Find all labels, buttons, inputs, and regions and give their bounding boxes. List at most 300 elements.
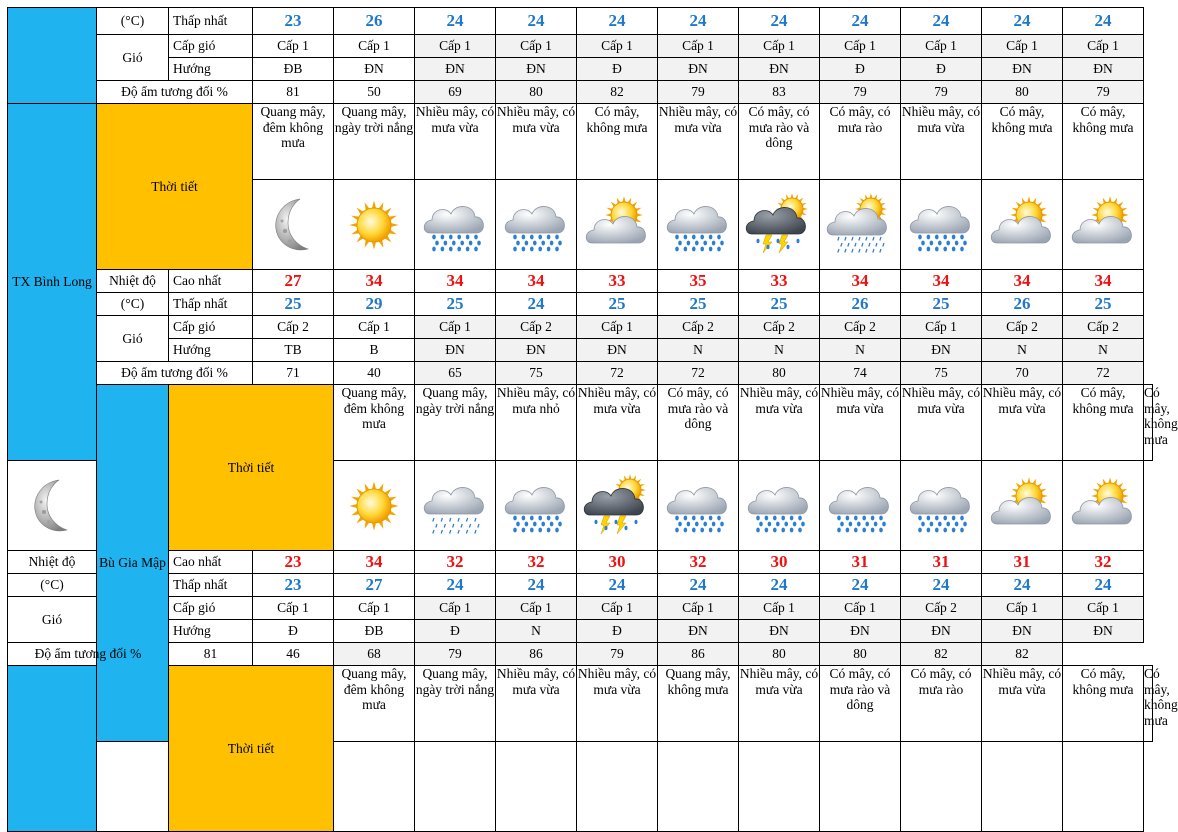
min-temp: 24 — [689, 575, 707, 595]
wind-direction: ĐN — [334, 58, 415, 81]
wind-direction-label: Hướng — [169, 58, 253, 81]
weather-description: Nhiều mây, có mưa vừa — [496, 104, 577, 180]
table-row — [8, 339, 1153, 362]
weather-icon-cell — [820, 461, 901, 551]
weather-description: Nhiều mây, có mưa vừa — [739, 666, 820, 742]
max-temp: 31 — [851, 552, 869, 572]
wind-direction: N — [658, 339, 739, 362]
humidity: 74 — [820, 362, 901, 385]
wind-direction-label: Hướng — [169, 620, 253, 643]
table-row — [8, 643, 1153, 666]
min-temp-cell — [739, 574, 820, 597]
table-row — [8, 270, 1153, 293]
humidity: 82 — [577, 81, 658, 104]
weather-description: Có mây, có mưa rào — [820, 104, 901, 180]
weather-icon-cell — [658, 461, 739, 551]
wind-direction: ĐN — [415, 58, 496, 81]
min-temp-cell — [253, 8, 334, 35]
wind-direction: Đ — [577, 58, 658, 81]
max-temp-cell — [496, 551, 577, 574]
wind-level-label: Cấp gió — [169, 597, 253, 620]
weather-icon-cell — [739, 742, 820, 832]
table-row — [8, 620, 1153, 643]
humidity: 72 — [577, 362, 658, 385]
min-temp-cell — [415, 8, 496, 35]
min-temp: 25 — [689, 294, 707, 314]
temp-label: Nhiệt độ — [97, 270, 169, 293]
weather-description: Có mây, không mưa — [1063, 385, 1144, 461]
weather-icon-cell — [97, 742, 169, 832]
weather-description: Nhiều mây, có mưa vừa — [496, 666, 577, 742]
wind-level: Cấp 1 — [415, 597, 496, 620]
weather-description: Quang mây, ngày trời nắng — [415, 666, 496, 742]
min-temp: 23 — [284, 575, 302, 595]
moon-icon — [17, 472, 87, 540]
table-row — [8, 666, 1153, 742]
wind-level: Cấp 1 — [415, 35, 496, 58]
humidity: 75 — [901, 362, 982, 385]
table-row — [8, 362, 1153, 385]
weather-icon-cell — [577, 742, 658, 832]
wind-level: Cấp 2 — [820, 316, 901, 339]
sun-cloud-icon — [987, 191, 1057, 259]
weather-icon-cell — [496, 742, 577, 832]
humidity: 86 — [496, 643, 577, 666]
weather-description: Nhiều mây, có mưa vừa — [577, 385, 658, 461]
weather-label: Thời tiết — [97, 104, 253, 270]
humidity: 80 — [739, 643, 820, 666]
wind-level: Cấp 1 — [739, 35, 820, 58]
max-temp: 32 — [1094, 552, 1112, 572]
min-temp: 24 — [932, 11, 950, 31]
wind-level: Cấp 1 — [253, 597, 334, 620]
min-temp-cell — [1063, 8, 1144, 35]
min-temp: 24 — [689, 11, 707, 31]
max-temp-label: Cao nhất — [169, 551, 253, 574]
weather-icon-cell — [334, 461, 415, 551]
weather-icon-cell — [901, 461, 982, 551]
weather-icon-cell — [820, 742, 901, 832]
wind-direction: ĐN — [415, 339, 496, 362]
weather-icon-cell — [901, 742, 982, 832]
sun-cloud-icon — [1068, 472, 1138, 540]
humidity: 79 — [577, 643, 658, 666]
wind-level: Cấp 1 — [901, 316, 982, 339]
wind-level: Cấp 1 — [577, 35, 658, 58]
weather-icon-cell — [820, 180, 901, 270]
max-temp: 34 — [1094, 271, 1112, 291]
weather-description: Quang mây, không mưa — [658, 666, 739, 742]
table-row — [8, 104, 1153, 180]
wind-level-label: Cấp gió — [169, 35, 253, 58]
weather-description: Có mây, có mưa rào — [901, 666, 982, 742]
humidity: 80 — [496, 81, 577, 104]
min-temp: 26 — [365, 11, 383, 31]
wind-direction: ĐN — [820, 620, 901, 643]
humidity: 46 — [253, 643, 334, 666]
sun-icon — [339, 191, 409, 259]
humidity: 68 — [334, 643, 415, 666]
table-row — [8, 81, 1153, 104]
wind-level: Cấp 1 — [982, 597, 1063, 620]
max-temp: 32 — [527, 552, 545, 572]
table-row — [8, 35, 1153, 58]
station-name: TX Bình Long — [8, 104, 97, 461]
weather-description: Có mây, không mưa — [1063, 666, 1144, 742]
weather-description: Nhiều mây, có mưa vừa — [901, 385, 982, 461]
wind-level: Cấp 1 — [496, 597, 577, 620]
humidity: 79 — [658, 81, 739, 104]
max-temp: 34 — [365, 552, 383, 572]
min-temp-cell — [820, 293, 901, 316]
min-temp-label: Thấp nhất — [169, 8, 253, 35]
humidity: 80 — [739, 362, 820, 385]
max-temp: 32 — [446, 552, 464, 572]
min-temp-cell — [496, 8, 577, 35]
weather-icon-cell — [334, 742, 415, 832]
min-temp: 26 — [851, 294, 869, 314]
station-name: Bù Gia Mập — [97, 385, 169, 742]
wind-level: Cấp 2 — [1063, 316, 1144, 339]
temp-label: Nhiệt độ — [8, 551, 97, 574]
table-row — [8, 551, 1153, 574]
weather-icon-cell — [496, 461, 577, 551]
weather-description: Có mây, có mưa rào và dông — [739, 104, 820, 180]
max-temp-cell — [982, 551, 1063, 574]
max-temp: 31 — [932, 552, 950, 572]
wind-direction: Đ — [577, 620, 658, 643]
sun-cloud-icon — [582, 191, 652, 259]
wind-level: Cấp 1 — [496, 35, 577, 58]
rain-cloud-icon — [501, 191, 571, 259]
wind-label: Gió — [8, 597, 97, 643]
wind-direction: Đ — [820, 58, 901, 81]
wind-level: Cấp 1 — [577, 316, 658, 339]
moon-icon — [258, 191, 328, 259]
humidity: 79 — [415, 643, 496, 666]
table-row — [8, 385, 1153, 461]
min-temp-cell — [334, 293, 415, 316]
wind-direction: ĐN — [496, 339, 577, 362]
wind-level: Cấp 2 — [253, 316, 334, 339]
min-temp-cell — [334, 8, 415, 35]
humidity: 81 — [253, 81, 334, 104]
min-temp-cell — [496, 574, 577, 597]
min-temp: 25 — [284, 294, 302, 314]
max-temp-cell — [901, 270, 982, 293]
humidity: 82 — [982, 643, 1063, 666]
min-temp: 24 — [770, 575, 788, 595]
weather-icon-cell — [658, 742, 739, 832]
max-temp: 30 — [770, 552, 788, 572]
min-temp-cell — [982, 574, 1063, 597]
weather-description: Nhiều mây, có mưa vừa — [982, 666, 1063, 742]
wind-level: Cấp 1 — [820, 597, 901, 620]
humidity: 72 — [1063, 362, 1144, 385]
max-temp-cell — [658, 551, 739, 574]
humidity: 86 — [658, 643, 739, 666]
wind-label: Gió — [97, 35, 169, 81]
wind-direction: Đ — [253, 620, 334, 643]
weather-icon-cell — [658, 180, 739, 270]
weather-icon-cell — [982, 461, 1063, 551]
humidity: 79 — [820, 81, 901, 104]
temp-unit-label: (°C) — [97, 8, 169, 35]
min-temp: 24 — [446, 575, 464, 595]
weather-description: Quang mây, ngày trời nắng — [334, 104, 415, 180]
weather-description: Nhiều mây, có mưa nhỏ — [496, 385, 577, 461]
min-temp-cell — [253, 293, 334, 316]
humidity: 79 — [901, 81, 982, 104]
weather-icon-cell — [739, 180, 820, 270]
min-temp: 29 — [365, 294, 383, 314]
weather-description: Nhiều mây, có mưa vừa — [658, 104, 739, 180]
min-temp: 24 — [527, 575, 545, 595]
wind-level: Cấp 1 — [658, 35, 739, 58]
max-temp: 33 — [608, 271, 626, 291]
max-temp-cell — [1063, 270, 1144, 293]
humidity: 81 — [169, 643, 253, 666]
max-temp-cell — [577, 270, 658, 293]
humidity: 69 — [415, 81, 496, 104]
sun-icon — [339, 472, 409, 540]
min-temp: 24 — [932, 575, 950, 595]
min-temp-cell — [820, 8, 901, 35]
sun-rain-cloud-icon — [825, 191, 895, 259]
min-temp-cell — [901, 574, 982, 597]
min-temp-cell — [901, 8, 982, 35]
weather-description: Nhiều mây, có mưa vừa — [982, 385, 1063, 461]
min-temp-cell — [658, 293, 739, 316]
max-temp: 34 — [932, 271, 950, 291]
min-temp-cell — [577, 293, 658, 316]
wind-level: Cấp 1 — [901, 35, 982, 58]
table-row — [8, 293, 1153, 316]
humidity: 80 — [982, 81, 1063, 104]
min-temp: 26 — [1013, 294, 1031, 314]
weather-description: Quang mây, đêm không mưa — [253, 104, 334, 180]
rain-cloud-icon — [663, 472, 733, 540]
wind-direction: N — [1063, 339, 1144, 362]
max-temp-cell — [820, 270, 901, 293]
wind-level: Cấp 2 — [982, 316, 1063, 339]
min-temp-cell — [577, 8, 658, 35]
wind-direction: ĐN — [658, 58, 739, 81]
weather-description: Có mây, có mưa rào và dông — [820, 666, 901, 742]
max-temp-cell — [982, 270, 1063, 293]
weather-icon-cell — [415, 742, 496, 832]
weather-icon-cell — [1063, 180, 1144, 270]
humidity: 80 — [820, 643, 901, 666]
max-temp-cell — [820, 551, 901, 574]
weather-label: Thời tiết — [169, 666, 334, 832]
min-temp-cell — [1063, 293, 1144, 316]
wind-level: Cấp 1 — [334, 316, 415, 339]
weather-description: Quang mây, đêm không mưa — [334, 666, 415, 742]
wind-direction: ĐN — [739, 620, 820, 643]
wind-direction: ĐN — [658, 620, 739, 643]
weather-description: Có mây, không mưa — [1144, 666, 1153, 742]
wind-level: Cấp 1 — [820, 35, 901, 58]
humidity: 83 — [739, 81, 820, 104]
weather-icon-cell — [1063, 742, 1144, 832]
station-cell-top — [8, 8, 97, 104]
sun-cloud-icon — [1068, 191, 1138, 259]
min-temp-cell — [1063, 574, 1144, 597]
wind-direction: ĐN — [496, 58, 577, 81]
wind-direction: TB — [253, 339, 334, 362]
table-row — [8, 316, 1153, 339]
humidity: 82 — [901, 643, 982, 666]
min-temp-cell — [739, 293, 820, 316]
weather-description: Có mây, không mưa — [982, 104, 1063, 180]
min-temp: 25 — [608, 294, 626, 314]
weather-icon-cell — [253, 180, 334, 270]
wind-level: Cấp 1 — [415, 316, 496, 339]
weather-description: Có mây, có mưa rào và dông — [658, 385, 739, 461]
station-cell-bottom — [8, 666, 97, 832]
rain-cloud-icon — [501, 472, 571, 540]
thunderstorm-icon — [582, 472, 652, 540]
wind-direction: B — [334, 339, 415, 362]
rain-cloud-icon — [906, 191, 976, 259]
min-temp-label: Thấp nhất — [169, 574, 253, 597]
min-temp: 25 — [1094, 294, 1112, 314]
min-temp-cell — [901, 293, 982, 316]
min-temp: 24 — [1013, 11, 1031, 31]
max-temp: 27 — [284, 271, 302, 291]
max-temp: 34 — [527, 271, 545, 291]
wind-direction: ĐN — [1063, 620, 1144, 643]
weather-icon-cell — [739, 461, 820, 551]
min-temp: 24 — [527, 294, 545, 314]
wind-level: Cấp 1 — [1063, 597, 1144, 620]
min-temp: 24 — [851, 575, 869, 595]
thunderstorm-icon — [744, 191, 814, 259]
max-temp-cell — [739, 270, 820, 293]
weather-description: Nhiều mây, có mưa vừa — [415, 104, 496, 180]
min-temp-label: Thấp nhất — [169, 293, 253, 316]
wind-direction: ĐN — [982, 58, 1063, 81]
weather-icon-cell — [334, 180, 415, 270]
weather-icon-cell — [415, 461, 496, 551]
rain-cloud-icon — [906, 472, 976, 540]
max-temp-cell — [415, 551, 496, 574]
min-temp: 25 — [770, 294, 788, 314]
humidity: 40 — [334, 362, 415, 385]
humidity-label: Độ ẩm tương đối % — [97, 362, 253, 385]
wind-level: Cấp 1 — [739, 597, 820, 620]
weather-icon-cell — [496, 180, 577, 270]
wind-direction: N — [820, 339, 901, 362]
max-temp-cell — [1063, 551, 1144, 574]
table-row — [8, 8, 1153, 35]
min-temp-cell — [739, 8, 820, 35]
min-temp: 27 — [365, 575, 383, 595]
min-temp: 24 — [851, 11, 869, 31]
max-temp: 33 — [770, 271, 788, 291]
table-row — [8, 597, 1153, 620]
weather-description: Có mây, không mưa — [1063, 104, 1144, 180]
max-temp-cell — [334, 270, 415, 293]
wind-direction: ĐN — [901, 620, 982, 643]
min-temp-cell — [982, 293, 1063, 316]
wind-direction: N — [496, 620, 577, 643]
max-temp-cell — [253, 551, 334, 574]
max-temp-cell — [415, 270, 496, 293]
wind-level: Cấp 1 — [334, 35, 415, 58]
min-temp-cell — [658, 8, 739, 35]
min-temp-cell — [415, 574, 496, 597]
max-temp: 34 — [1013, 271, 1031, 291]
weather-description: Nhiều mây, có mưa vừa — [577, 666, 658, 742]
weather-icon-cell — [901, 180, 982, 270]
weather-icon-cell — [577, 461, 658, 551]
wind-direction: ĐN — [1063, 58, 1144, 81]
temp-unit-label: (°C) — [97, 293, 169, 316]
max-temp-cell — [577, 551, 658, 574]
min-temp-cell — [982, 8, 1063, 35]
min-temp-cell — [415, 293, 496, 316]
min-temp: 24 — [1094, 11, 1112, 31]
max-temp: 32 — [689, 552, 707, 572]
wind-direction: ĐN — [739, 58, 820, 81]
wind-level: Cấp 1 — [1063, 35, 1144, 58]
humidity: 71 — [253, 362, 334, 385]
max-temp-cell — [658, 270, 739, 293]
max-temp: 34 — [446, 271, 464, 291]
wind-direction: ĐN — [982, 620, 1063, 643]
max-temp-cell — [496, 270, 577, 293]
min-temp: 24 — [527, 11, 545, 31]
max-temp: 31 — [1013, 552, 1031, 572]
max-temp: 35 — [689, 271, 707, 291]
wind-level: Cấp 1 — [334, 597, 415, 620]
humidity-label: Độ ẩm tương đối % — [97, 81, 253, 104]
min-temp-cell — [496, 293, 577, 316]
weather-icon-cell — [8, 461, 97, 551]
weather-description: Nhiều mây, có mưa vừa — [739, 385, 820, 461]
min-temp: 25 — [932, 294, 950, 314]
wind-direction: N — [739, 339, 820, 362]
wind-level: Cấp 1 — [658, 597, 739, 620]
table-row — [8, 574, 1153, 597]
max-temp-cell — [901, 551, 982, 574]
wind-level: Cấp 1 — [982, 35, 1063, 58]
min-temp: 24 — [608, 11, 626, 31]
max-temp: 34 — [365, 271, 383, 291]
max-temp: 34 — [851, 271, 869, 291]
weather-icon-cell — [1063, 461, 1144, 551]
wind-level-label: Cấp gió — [169, 316, 253, 339]
min-temp-cell — [658, 574, 739, 597]
sun-cloud-icon — [987, 472, 1057, 540]
weather-description: Nhiều mây, có mưa vừa — [901, 104, 982, 180]
max-temp-cell — [739, 551, 820, 574]
max-temp-label: Cao nhất — [169, 270, 253, 293]
humidity: 79 — [1063, 81, 1144, 104]
temp-unit-label: (°C) — [8, 574, 97, 597]
light-rain-cloud-icon — [420, 472, 490, 540]
weather-description: Có mây, không mưa — [577, 104, 658, 180]
humidity: 75 — [496, 362, 577, 385]
max-temp: 30 — [608, 552, 626, 572]
wind-level: Cấp 2 — [901, 597, 982, 620]
min-temp: 24 — [770, 11, 788, 31]
min-temp: 25 — [446, 294, 464, 314]
min-temp: 24 — [446, 11, 464, 31]
min-temp-cell — [577, 574, 658, 597]
